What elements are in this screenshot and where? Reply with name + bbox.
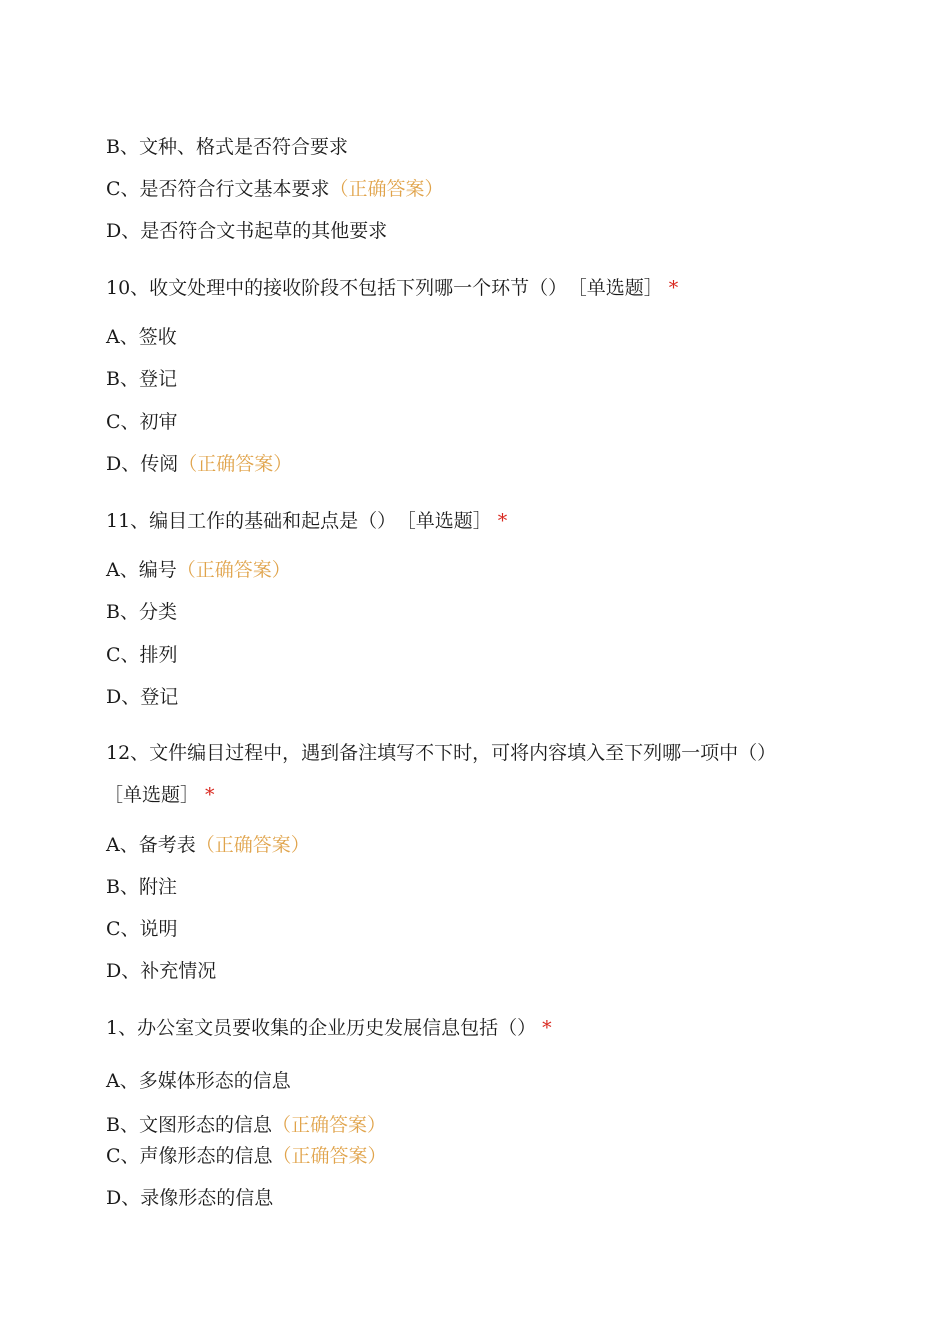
question-type: ［单选题］	[406, 510, 492, 532]
required-mark: *	[668, 277, 679, 299]
option-q12-c[interactable]	[106, 917, 178, 941]
option-text: B、登记	[106, 368, 177, 390]
correct-answer-tag: （正确答案）	[195, 834, 310, 856]
option-q11-c[interactable]	[106, 643, 178, 667]
option-text: D、录像形态的信息	[106, 1187, 274, 1209]
correct-answer-tag: （正确答案）	[271, 1114, 386, 1136]
option-q9-c[interactable]	[106, 177, 444, 201]
option-text: B、文种、格式是否符合要求	[106, 136, 348, 158]
option-text: C、说明	[106, 918, 178, 940]
option-text: C、初审	[106, 411, 178, 433]
question-12-type-line	[104, 783, 215, 807]
option-text: A、多媒体形态的信息	[106, 1070, 291, 1092]
question-type: ［单选题］	[577, 277, 663, 299]
option-text: C、排列	[106, 644, 178, 666]
option-text: D、是否符合文书起草的其他要求	[106, 220, 388, 242]
option-q11-d[interactable]	[106, 685, 178, 709]
option-q11-b[interactable]	[106, 600, 177, 624]
option-text: D、登记	[106, 686, 179, 708]
option-text: C、声像形态的信息	[106, 1145, 273, 1167]
option-text: A、备考表	[106, 834, 196, 856]
option-q12-a[interactable]	[106, 833, 310, 857]
option-q11-a[interactable]	[106, 558, 291, 582]
option-text: B、文图形态的信息	[106, 1114, 272, 1136]
option-q9-d[interactable]	[106, 219, 387, 243]
option-q9-b[interactable]	[106, 135, 348, 159]
question-10-stem	[106, 276, 678, 300]
option-text: D、传阅	[106, 453, 179, 475]
correct-answer-tag: （正确答案）	[178, 453, 293, 475]
option-q1-a[interactable]	[106, 1069, 291, 1093]
option-text: D、补充情况	[106, 960, 217, 982]
required-mark: *	[497, 510, 508, 532]
option-q12-d[interactable]	[106, 959, 216, 983]
option-q10-a[interactable]	[106, 325, 177, 349]
option-text: A、编号	[106, 559, 177, 581]
option-text: C、是否符合行文基本要求	[106, 178, 330, 200]
option-text: A、签收	[106, 326, 177, 348]
question-type: ［单选题］	[104, 784, 200, 806]
option-q10-c[interactable]	[106, 410, 178, 434]
question-text: 10、收文处理中的接收阶段不包括下列哪一个环节（）	[106, 277, 568, 299]
question-text: 11、编目工作的基础和起点是（）	[106, 510, 397, 532]
question-11-stem	[106, 509, 507, 533]
question-1-stem	[106, 1016, 552, 1040]
option-q1-b[interactable]	[106, 1113, 386, 1137]
option-text: B、附注	[106, 876, 177, 898]
option-text: B、分类	[106, 601, 177, 623]
option-q12-b[interactable]	[106, 875, 177, 899]
question-text: 12、文件编目过程中，遇到备注填写不下时，可将内容填入至下列哪一项中（）	[106, 742, 777, 764]
correct-answer-tag: （正确答案）	[272, 1145, 387, 1167]
option-q10-b[interactable]	[106, 367, 177, 391]
question-text: 1、办公室文员要收集的企业历史发展信息包括（）	[106, 1017, 537, 1039]
option-q1-d[interactable]	[106, 1186, 273, 1210]
option-q10-d[interactable]	[106, 452, 292, 476]
option-q1-c[interactable]	[106, 1144, 387, 1168]
required-mark: *	[205, 784, 215, 806]
correct-answer-tag: （正确答案）	[176, 559, 291, 581]
correct-answer-tag: （正确答案）	[329, 178, 444, 200]
question-12-stem	[106, 741, 776, 765]
required-mark: *	[542, 1017, 552, 1039]
